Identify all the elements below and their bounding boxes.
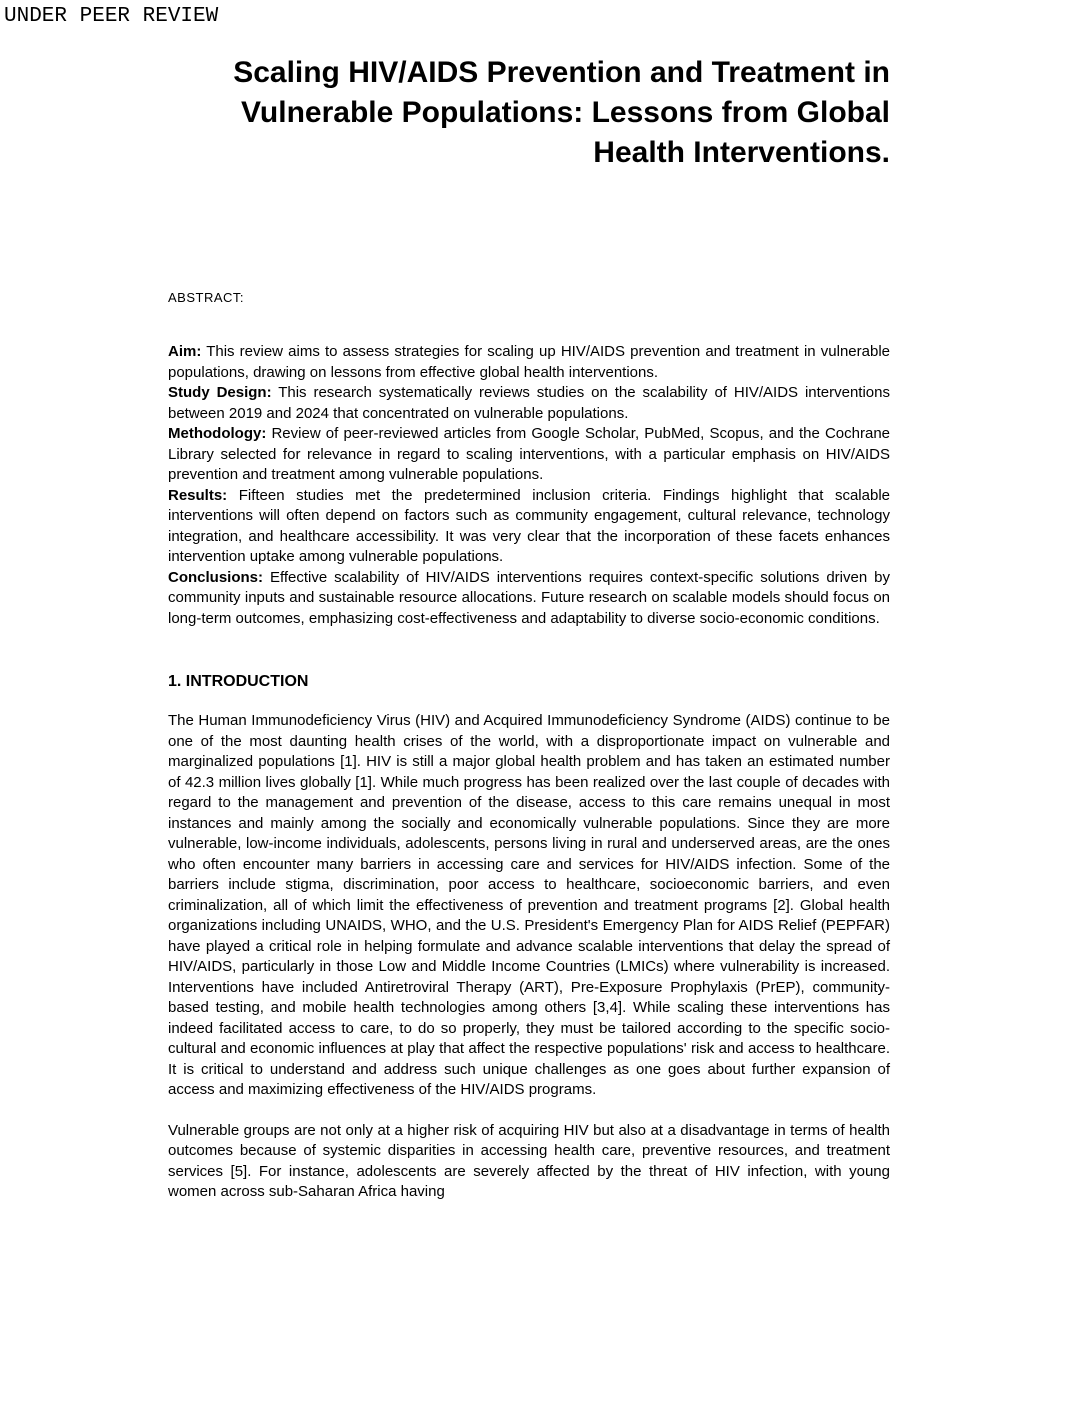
paper-title-line: Health Interventions. bbox=[593, 136, 890, 169]
abstract-label: ABSTRACT: bbox=[168, 290, 245, 305]
abstract-section-aim bbox=[168, 342, 890, 383]
paper-title bbox=[168, 53, 890, 173]
abstract-section-aim-label: Aim: bbox=[168, 343, 202, 360]
abstract-section-study-design-text: This research systematically reviews studies on the scalability of HIV/AIDS interventions between 2019 and 2024 that concentrated on vulnerable populations. bbox=[168, 384, 890, 422]
abstract-section-conclusions-text: Effective scalability of HIV/AIDS interventions requires context-specific solutions driven by community inputs and sustainable resource allocations. Future research on scalable models should focus on long-term outcomes, emphasizing cost-effectiveness and adaptability to diverse socio-economic conditions. bbox=[168, 568, 890, 627]
abstract-section-methodology bbox=[168, 424, 890, 486]
introduction-paragraph-1: The Human Immunodeficiency Virus (HIV) and Acquired Immunodeficiency Syndrome (AIDS) continue to be one of the most daunting health crises of the world, with a disproportionate impact on vulnerable and marginalized populations [1]. HIV is still a major global health problem and has taken an estimated number of 42.3 million lives globally [1]. While much progress has been realized over the last couple of decades with regard to the management and prevention of the disease, access to this care remains unequal in most instances and mainly among the socially and economically vulnerable populations. Since they are more vulnerable, low-income individuals, adolescents, persons living in rural and underserved areas, are the ones who often encounter many barriers in accessing care and services for HIV/AIDS infection. Some of the barriers include stigma, discrimination, poor access to healthcare, socioeconomic barriers, and even criminalization, all of which limit the effectiveness of prevention and treatment programs [2]. Global health organizations including UNAIDS, WHO, and the U.S. President's Emergency Plan for AIDS Relief (PEPFAR) have played a critical role in helping formulate and advance scalable interventions that delay the spread of HIV/AIDS, particularly in those Low and Middle Income Countries (LMICs) where vulnerability is increased. Interventions have included Antiretroviral Therapy (ART), Pre-Exposure Prophylaxis (PrEP), community-based testing, and mobile health technologies among others [3,4]. While scaling these interventions has indeed facilitated access to care, to do so properly, they must be tailored according to the specific socio-cultural and economic influences at play that affect the respective populations' risk and access to healthcare. It is critical to understand and address such unique challenges as one goes about further expansion of access and maximizing effectiveness of the HIV/AIDS programs. bbox=[168, 712, 890, 1098]
abstract-body bbox=[168, 342, 890, 629]
paper-title-line: Scaling HIV/AIDS Prevention and Treatment in bbox=[233, 56, 890, 89]
abstract-section-results-text: Fifteen studies met the predetermined inclusion criteria. Findings highlight that scalable interventions will often depend on factors such as community engagement, cultural relevance, technology integration, and healthcare accessibility. It was very clear that the incorporation of these facets enhances intervention uptake among vulnerable populations. bbox=[168, 486, 890, 565]
abstract-section-study-design bbox=[168, 383, 890, 424]
introduction-paragraph-2: Vulnerable groups are not only at a higher risk of acquiring HIV but also at a disadvantage in terms of health outcomes because of systemic disparities in accessing health care, preventive resources, and treatment services [5]. For instance, adolescents are severely affected by the threat of HIV infection, with young women across sub-Saharan Africa having bbox=[168, 1121, 890, 1200]
abstract-section-results bbox=[168, 486, 890, 568]
paper-title-line: Vulnerable Populations: Lessons from Global bbox=[241, 96, 890, 129]
introduction-section bbox=[168, 672, 890, 1223]
abstract-section-methodology-text: Review of peer-reviewed articles from Google Scholar, PubMed, Scopus, and the Cochrane Library selected for relevance in regard to scaling interventions, with a particular emphasis on HIV/AIDS prevention and treatment among vulnerable populations. bbox=[168, 425, 890, 483]
abstract-section-study-design-label: Study Design: bbox=[168, 384, 272, 401]
abstract-section-aim-text: This review aims to assess strategies for scaling up HIV/AIDS prevention and treatment in vulnerable populations, drawing on lessons from effective global health interventions. bbox=[168, 343, 890, 381]
abstract-section-conclusions bbox=[168, 568, 890, 630]
abstract-section-methodology-label: Methodology: bbox=[168, 425, 267, 442]
abstract-section-conclusions-label: Conclusions: bbox=[168, 568, 264, 586]
abstract-section-results-label: Results: bbox=[168, 486, 228, 504]
peer-review-watermark: UNDER PEER REVIEW bbox=[4, 5, 219, 28]
introduction-heading: 1. INTRODUCTION bbox=[168, 673, 309, 690]
